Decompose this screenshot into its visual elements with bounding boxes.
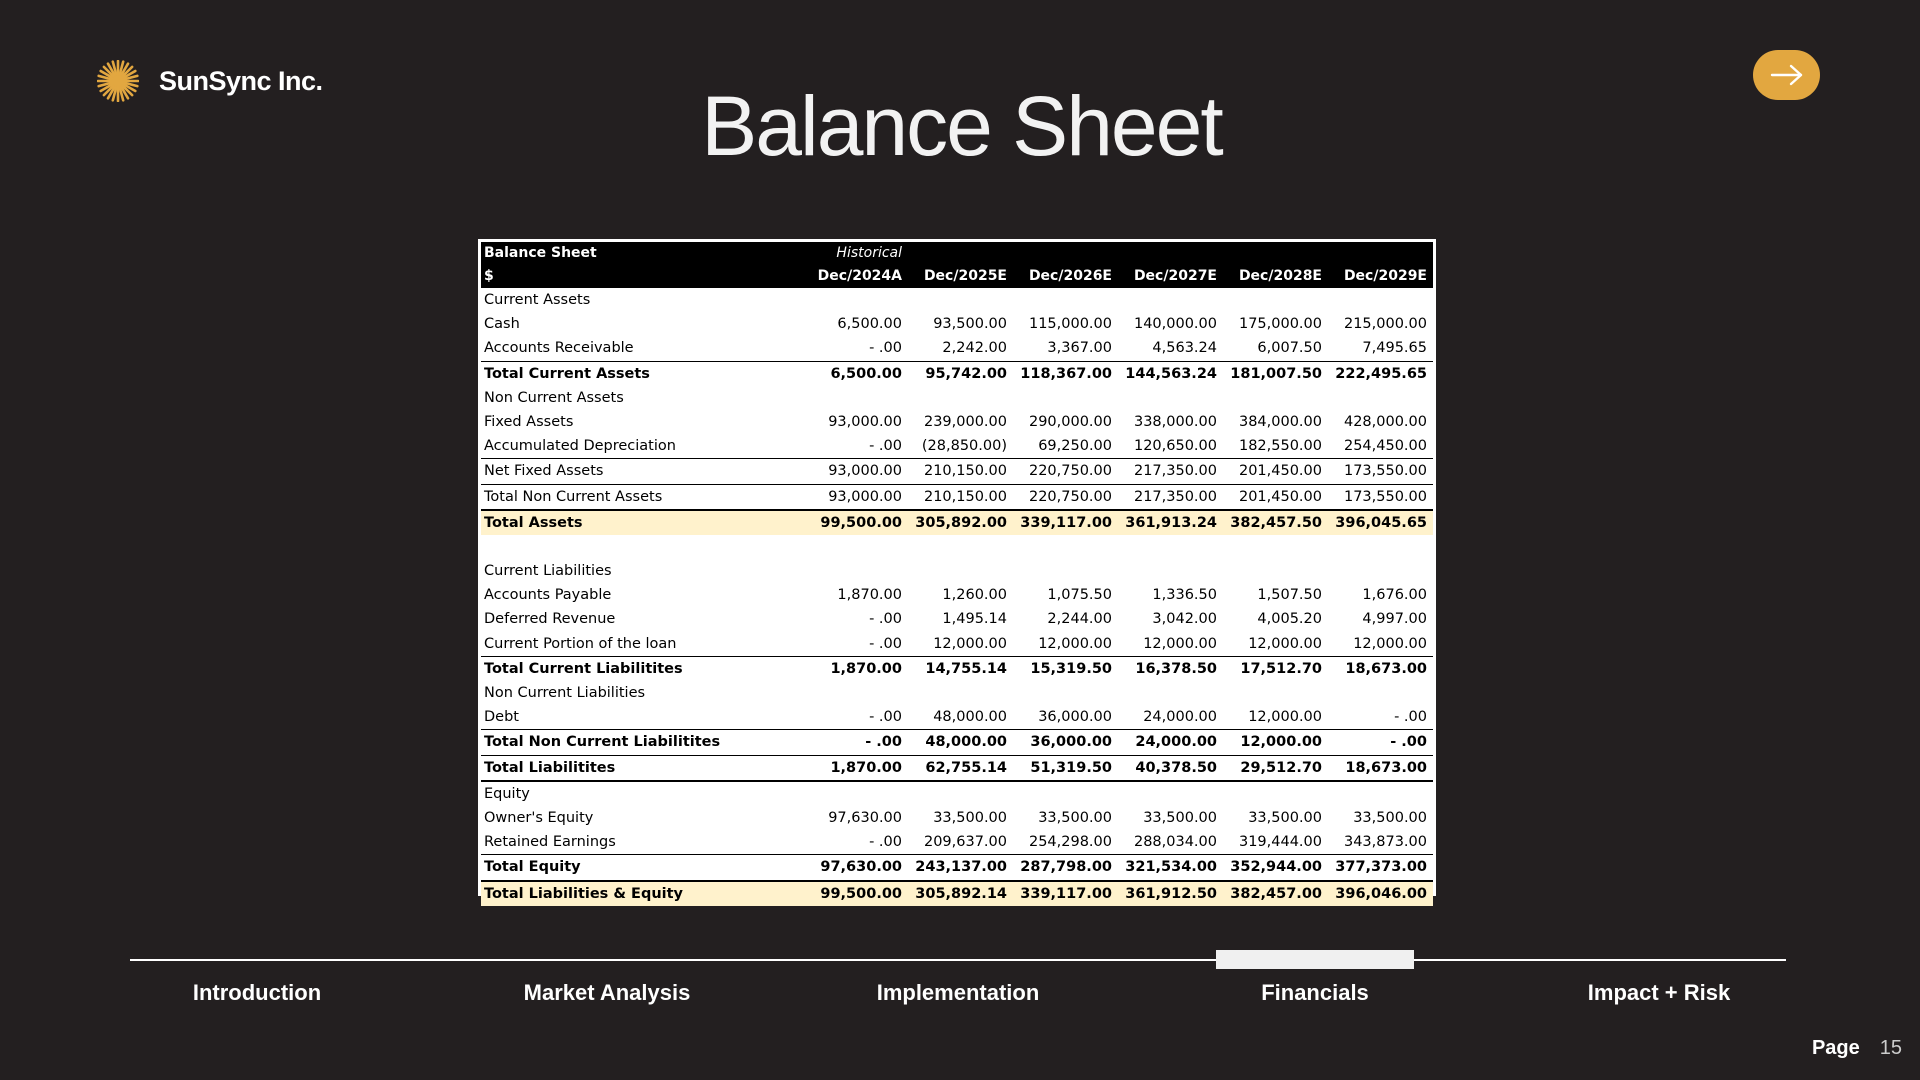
- table-cell: 120,650.00: [1133, 438, 1217, 455]
- table-cell: 93,000.00: [803, 484, 908, 510]
- table-cell: 97,630.00: [803, 855, 908, 881]
- table-cell: 12,000.00: [933, 635, 1007, 652]
- table-cell: [1013, 288, 1118, 312]
- table-cell: [1223, 781, 1328, 806]
- table-cell: 4,997.00: [1362, 611, 1427, 628]
- table-cell: [1013, 386, 1118, 410]
- table-cell: 254,450.00: [1343, 438, 1427, 455]
- table-cell: - .00: [803, 730, 908, 755]
- table-cell: 384,000.00: [1238, 414, 1322, 431]
- table-cell: 428,000.00: [1343, 414, 1427, 431]
- table-cell: 33,500.00: [1038, 810, 1112, 827]
- table-cell: 319,444.00: [1238, 834, 1322, 851]
- table-cell: 97,630.00: [828, 810, 902, 827]
- table-cell: 40,378.50: [1118, 755, 1223, 781]
- table-cell: 51,319.50: [1013, 755, 1118, 781]
- table-cell: 361,912.50: [1118, 881, 1223, 906]
- table-cell: [1013, 559, 1118, 583]
- table-cell: 1,336.50: [1152, 587, 1217, 604]
- table-column-header-row: [481, 265, 1433, 288]
- table-cell: 118,367.00: [1013, 361, 1118, 386]
- balance-sheet-table: [478, 239, 1436, 902]
- brand-name: SunSync Inc.: [159, 65, 323, 96]
- table-cell: [1328, 535, 1433, 559]
- table-cell: 1,075.50: [1047, 587, 1112, 604]
- row-label: Non Current Liabilities: [484, 685, 646, 702]
- table-cell: 140,000.00: [1133, 316, 1217, 333]
- table-cell: [1223, 559, 1328, 583]
- table-cell: 243,137.00: [908, 855, 1013, 881]
- table-cell: - .00: [869, 340, 902, 357]
- column-header: Dec/2028E: [1223, 265, 1328, 288]
- table-cell: 1,507.50: [1257, 587, 1322, 604]
- table-cell: 1,870.00: [837, 587, 902, 604]
- table-cell: 382,457.50: [1223, 510, 1328, 535]
- table-cell: [1013, 681, 1118, 705]
- table-cell: [1118, 681, 1223, 705]
- table-cell: 33,500.00: [1143, 810, 1217, 827]
- row-label: Cash: [484, 316, 520, 333]
- table-cell: [803, 559, 908, 583]
- table-cell: - .00: [869, 635, 902, 652]
- table-row: [481, 312, 1433, 336]
- table-cell: [803, 681, 908, 705]
- table-cell: 24,000.00: [1118, 730, 1223, 755]
- table-row: [481, 288, 1433, 312]
- table-cell: 173,550.00: [1328, 459, 1433, 484]
- table-cell: 12,000.00: [1248, 709, 1322, 726]
- table-cell: 18,673.00: [1328, 656, 1433, 681]
- table-cell: 305,892.14: [908, 881, 1013, 906]
- row-label: Total Liabilitites: [481, 755, 803, 781]
- row-label: Total Liabilities & Equity: [481, 881, 803, 906]
- table-cell: 290,000.00: [1028, 414, 1112, 431]
- page-number: 15: [1879, 1037, 1902, 1059]
- table-cell: [1118, 781, 1223, 806]
- table-row: [481, 361, 1433, 386]
- table-cell: [1328, 681, 1433, 705]
- table-cell: 239,000.00: [923, 414, 1007, 431]
- table-cell: 254,298.00: [1028, 834, 1112, 851]
- table-cell: [908, 559, 1013, 583]
- table-cell: [803, 386, 908, 410]
- row-label: Total Current Assets: [481, 361, 803, 386]
- table-cell: [1328, 386, 1433, 410]
- table-cell: 288,034.00: [1133, 834, 1217, 851]
- table-cell: 343,873.00: [1343, 834, 1427, 851]
- row-label: [481, 535, 803, 559]
- table-cell: [803, 288, 908, 312]
- table-row: [481, 386, 1433, 410]
- table-cell: 33,500.00: [933, 810, 1007, 827]
- table-cell: 220,750.00: [1013, 459, 1118, 484]
- table-cell: 382,457.00: [1223, 881, 1328, 906]
- table-cell: 287,798.00: [1013, 855, 1118, 881]
- tab-implementation[interactable]: Implementation: [876, 980, 1040, 1005]
- table-cell: [1328, 559, 1433, 583]
- table-cell: 93,500.00: [933, 316, 1007, 333]
- section-nav: [0, 980, 1920, 1020]
- table-row: [481, 632, 1433, 657]
- table-cell: [1013, 781, 1118, 806]
- row-label: Current Liabilities: [484, 563, 612, 580]
- table-cell: 2,244.00: [1047, 611, 1112, 628]
- table-cell: 352,944.00: [1223, 855, 1328, 881]
- table-cell: 220,750.00: [1013, 484, 1118, 510]
- row-label: Total Non Current Liabilitites: [481, 730, 803, 755]
- table-cell: [1223, 288, 1328, 312]
- arrow-right-icon: [1770, 64, 1804, 86]
- table-cell: 217,350.00: [1118, 459, 1223, 484]
- table-header-row: [481, 242, 1433, 265]
- tab-introduction[interactable]: Introduction: [192, 980, 322, 1005]
- column-header: Dec/2026E: [1013, 265, 1118, 288]
- row-label: Retained Earnings: [484, 834, 616, 851]
- table-cell: 48,000.00: [908, 730, 1013, 755]
- table-row: [481, 510, 1433, 535]
- table-cell: 1,495.14: [942, 611, 1007, 628]
- table-cell: 33,500.00: [1353, 810, 1427, 827]
- column-header: Dec/2027E: [1118, 265, 1223, 288]
- table-cell: [908, 288, 1013, 312]
- table-row: [481, 535, 1433, 559]
- table-cell: 1,870.00: [803, 755, 908, 781]
- table-cell: 15,319.50: [1013, 656, 1118, 681]
- table-cell: (28,850.00): [921, 438, 1007, 455]
- table-cell: 7,495.65: [1362, 340, 1427, 357]
- table-row: [481, 583, 1433, 607]
- table-cell: 69,250.00: [1038, 438, 1112, 455]
- table-cell: - .00: [869, 834, 902, 851]
- table-cell: [1223, 535, 1328, 559]
- table-row: [481, 855, 1433, 881]
- table-cell: 210,150.00: [908, 459, 1013, 484]
- row-label: Accounts Receivable: [484, 340, 634, 357]
- table-cell: 6,500.00: [837, 316, 902, 333]
- table-cell: 14,755.14: [908, 656, 1013, 681]
- table-row: [481, 336, 1433, 361]
- table-cell: [1118, 559, 1223, 583]
- table-cell: 4,005.20: [1257, 611, 1322, 628]
- row-label: Non Current Assets: [484, 389, 624, 406]
- table-cell: 377,373.00: [1328, 855, 1433, 881]
- table-cell: - .00: [869, 709, 902, 726]
- table-cell: 12,000.00: [1248, 635, 1322, 652]
- row-label: Accumulated Depreciation: [484, 438, 676, 455]
- table-cell: 93,000.00: [803, 459, 908, 484]
- nav-track: [130, 959, 1786, 961]
- table-cell: 17,512.70: [1223, 656, 1328, 681]
- tab-impact-risk[interactable]: Impact + Risk: [1587, 980, 1731, 1005]
- table-row: [481, 559, 1433, 583]
- table-cell: [1118, 288, 1223, 312]
- row-label: Accounts Payable: [484, 587, 612, 604]
- row-label: Total Non Current Assets: [481, 484, 803, 510]
- row-label: Deferred Revenue: [484, 611, 616, 628]
- table-cell: - .00: [1394, 709, 1427, 726]
- page-title: Balance Sheet: [701, 79, 1222, 173]
- table-cell: 93,000.00: [828, 414, 902, 431]
- table-cell: 95,742.00: [908, 361, 1013, 386]
- table-row: [481, 730, 1433, 755]
- table-row: [481, 755, 1433, 781]
- table-row: [481, 830, 1433, 855]
- table-cell: 115,000.00: [1028, 316, 1112, 333]
- table-cell: [803, 781, 908, 806]
- table-cell: 36,000.00: [1013, 730, 1118, 755]
- table-cell: 33,500.00: [1248, 810, 1322, 827]
- table-cell: 222,495.65: [1328, 361, 1433, 386]
- table-cell: 201,450.00: [1223, 484, 1328, 510]
- table-cell: - .00: [1328, 730, 1433, 755]
- table-cell: [803, 535, 908, 559]
- table-cell: 181,007.50: [1223, 361, 1328, 386]
- table-cell: [1118, 535, 1223, 559]
- table-cell: 24,000.00: [1143, 709, 1217, 726]
- row-label: Current Assets: [484, 292, 591, 308]
- column-header: Dec/2029E: [1328, 265, 1433, 288]
- table-cell: [1328, 288, 1433, 312]
- table-cell: - .00: [869, 611, 902, 628]
- row-label: Owner's Equity: [484, 810, 594, 827]
- table-cell: 144,563.24: [1118, 361, 1223, 386]
- table-cell: 361,913.24: [1118, 510, 1223, 535]
- table-cell: 1,260.00: [942, 587, 1007, 604]
- currency-label: $: [481, 265, 803, 288]
- table-cell: 339,117.00: [1013, 881, 1118, 906]
- table-cell: 12,000.00: [1353, 635, 1427, 652]
- table-cell: [1328, 781, 1433, 806]
- table-row: [481, 705, 1433, 730]
- row-label: Net Fixed Assets: [481, 459, 803, 484]
- tab-market-analysis[interactable]: Market Analysis: [523, 980, 691, 1005]
- row-label: Current Portion of the loan: [484, 635, 677, 652]
- tab-financials[interactable]: Financials: [1261, 980, 1369, 1005]
- table-cell: 173,550.00: [1328, 484, 1433, 510]
- table-cell: 12,000.00: [1038, 635, 1112, 652]
- table-cell: 396,045.65: [1328, 510, 1433, 535]
- active-tab-indicator: [1216, 950, 1414, 969]
- table-cell: 175,000.00: [1238, 316, 1322, 333]
- table-row: [481, 459, 1433, 484]
- table-cell: 338,000.00: [1133, 414, 1217, 431]
- row-label: Debt: [484, 709, 519, 726]
- table-cell: 215,000.00: [1343, 316, 1427, 333]
- table-row: [481, 410, 1433, 434]
- table-cell: [908, 781, 1013, 806]
- table-cell: - .00: [869, 438, 902, 455]
- table-row: [481, 781, 1433, 806]
- column-header: Dec/2024A: [803, 265, 908, 288]
- row-label: Total Assets: [481, 510, 803, 535]
- table-cell: 6,500.00: [803, 361, 908, 386]
- table-cell: 99,500.00: [803, 881, 908, 906]
- next-slide-button[interactable]: [1753, 50, 1820, 100]
- table-cell: [908, 535, 1013, 559]
- table-cell: 12,000.00: [1143, 635, 1217, 652]
- table-cell: [1223, 386, 1328, 410]
- column-header: Dec/2025E: [908, 265, 1013, 288]
- table-row: [481, 434, 1433, 459]
- table-cell: 339,117.00: [1013, 510, 1118, 535]
- page-label: Page: [1811, 1037, 1860, 1059]
- table-cell: 12,000.00: [1223, 730, 1328, 755]
- table-cell: [1013, 535, 1118, 559]
- table-cell: 209,637.00: [923, 834, 1007, 851]
- table-cell: 3,042.00: [1152, 611, 1217, 628]
- table-cell: 210,150.00: [908, 484, 1013, 510]
- table-cell: 99,500.00: [803, 510, 908, 535]
- table-cell: 3,367.00: [1047, 340, 1112, 357]
- table-cell: 396,046.00: [1328, 881, 1433, 906]
- table-cell: 1,676.00: [1362, 587, 1427, 604]
- table-cell: 182,550.00: [1238, 438, 1322, 455]
- table-row: [481, 656, 1433, 681]
- table-cell: 1,870.00: [803, 656, 908, 681]
- table-cell: 62,755.14: [908, 755, 1013, 781]
- table-cell: [1118, 386, 1223, 410]
- row-label: Total Current Liabilitites: [481, 656, 803, 681]
- table-cell: 321,534.00: [1118, 855, 1223, 881]
- table-row: [481, 607, 1433, 631]
- table-cell: 217,350.00: [1118, 484, 1223, 510]
- table-row: [481, 806, 1433, 830]
- table-cell: 29,512.70: [1223, 755, 1328, 781]
- table-row: [481, 681, 1433, 705]
- table-row: [481, 484, 1433, 510]
- row-label: Fixed Assets: [484, 414, 574, 431]
- row-label: Equity: [481, 781, 803, 806]
- table-cell: [908, 681, 1013, 705]
- table-cell: 18,673.00: [1328, 755, 1433, 781]
- page-indicator: [1812, 1037, 1902, 1060]
- table-cell: 48,000.00: [933, 709, 1007, 726]
- table-cell: 305,892.00: [908, 510, 1013, 535]
- historical-label: Historical: [803, 242, 908, 265]
- table-cell: 2,242.00: [942, 340, 1007, 357]
- table-cell: [908, 386, 1013, 410]
- table-cell: 16,378.50: [1118, 656, 1223, 681]
- table-cell: 4,563.24: [1152, 340, 1217, 357]
- table-cell: 201,450.00: [1223, 459, 1328, 484]
- table-cell: 6,007.50: [1257, 340, 1322, 357]
- table-cell: 36,000.00: [1038, 709, 1112, 726]
- row-label: Total Equity: [481, 855, 803, 881]
- table-caption: Balance Sheet: [481, 242, 803, 265]
- table-row: [481, 881, 1433, 906]
- table-cell: [1223, 681, 1328, 705]
